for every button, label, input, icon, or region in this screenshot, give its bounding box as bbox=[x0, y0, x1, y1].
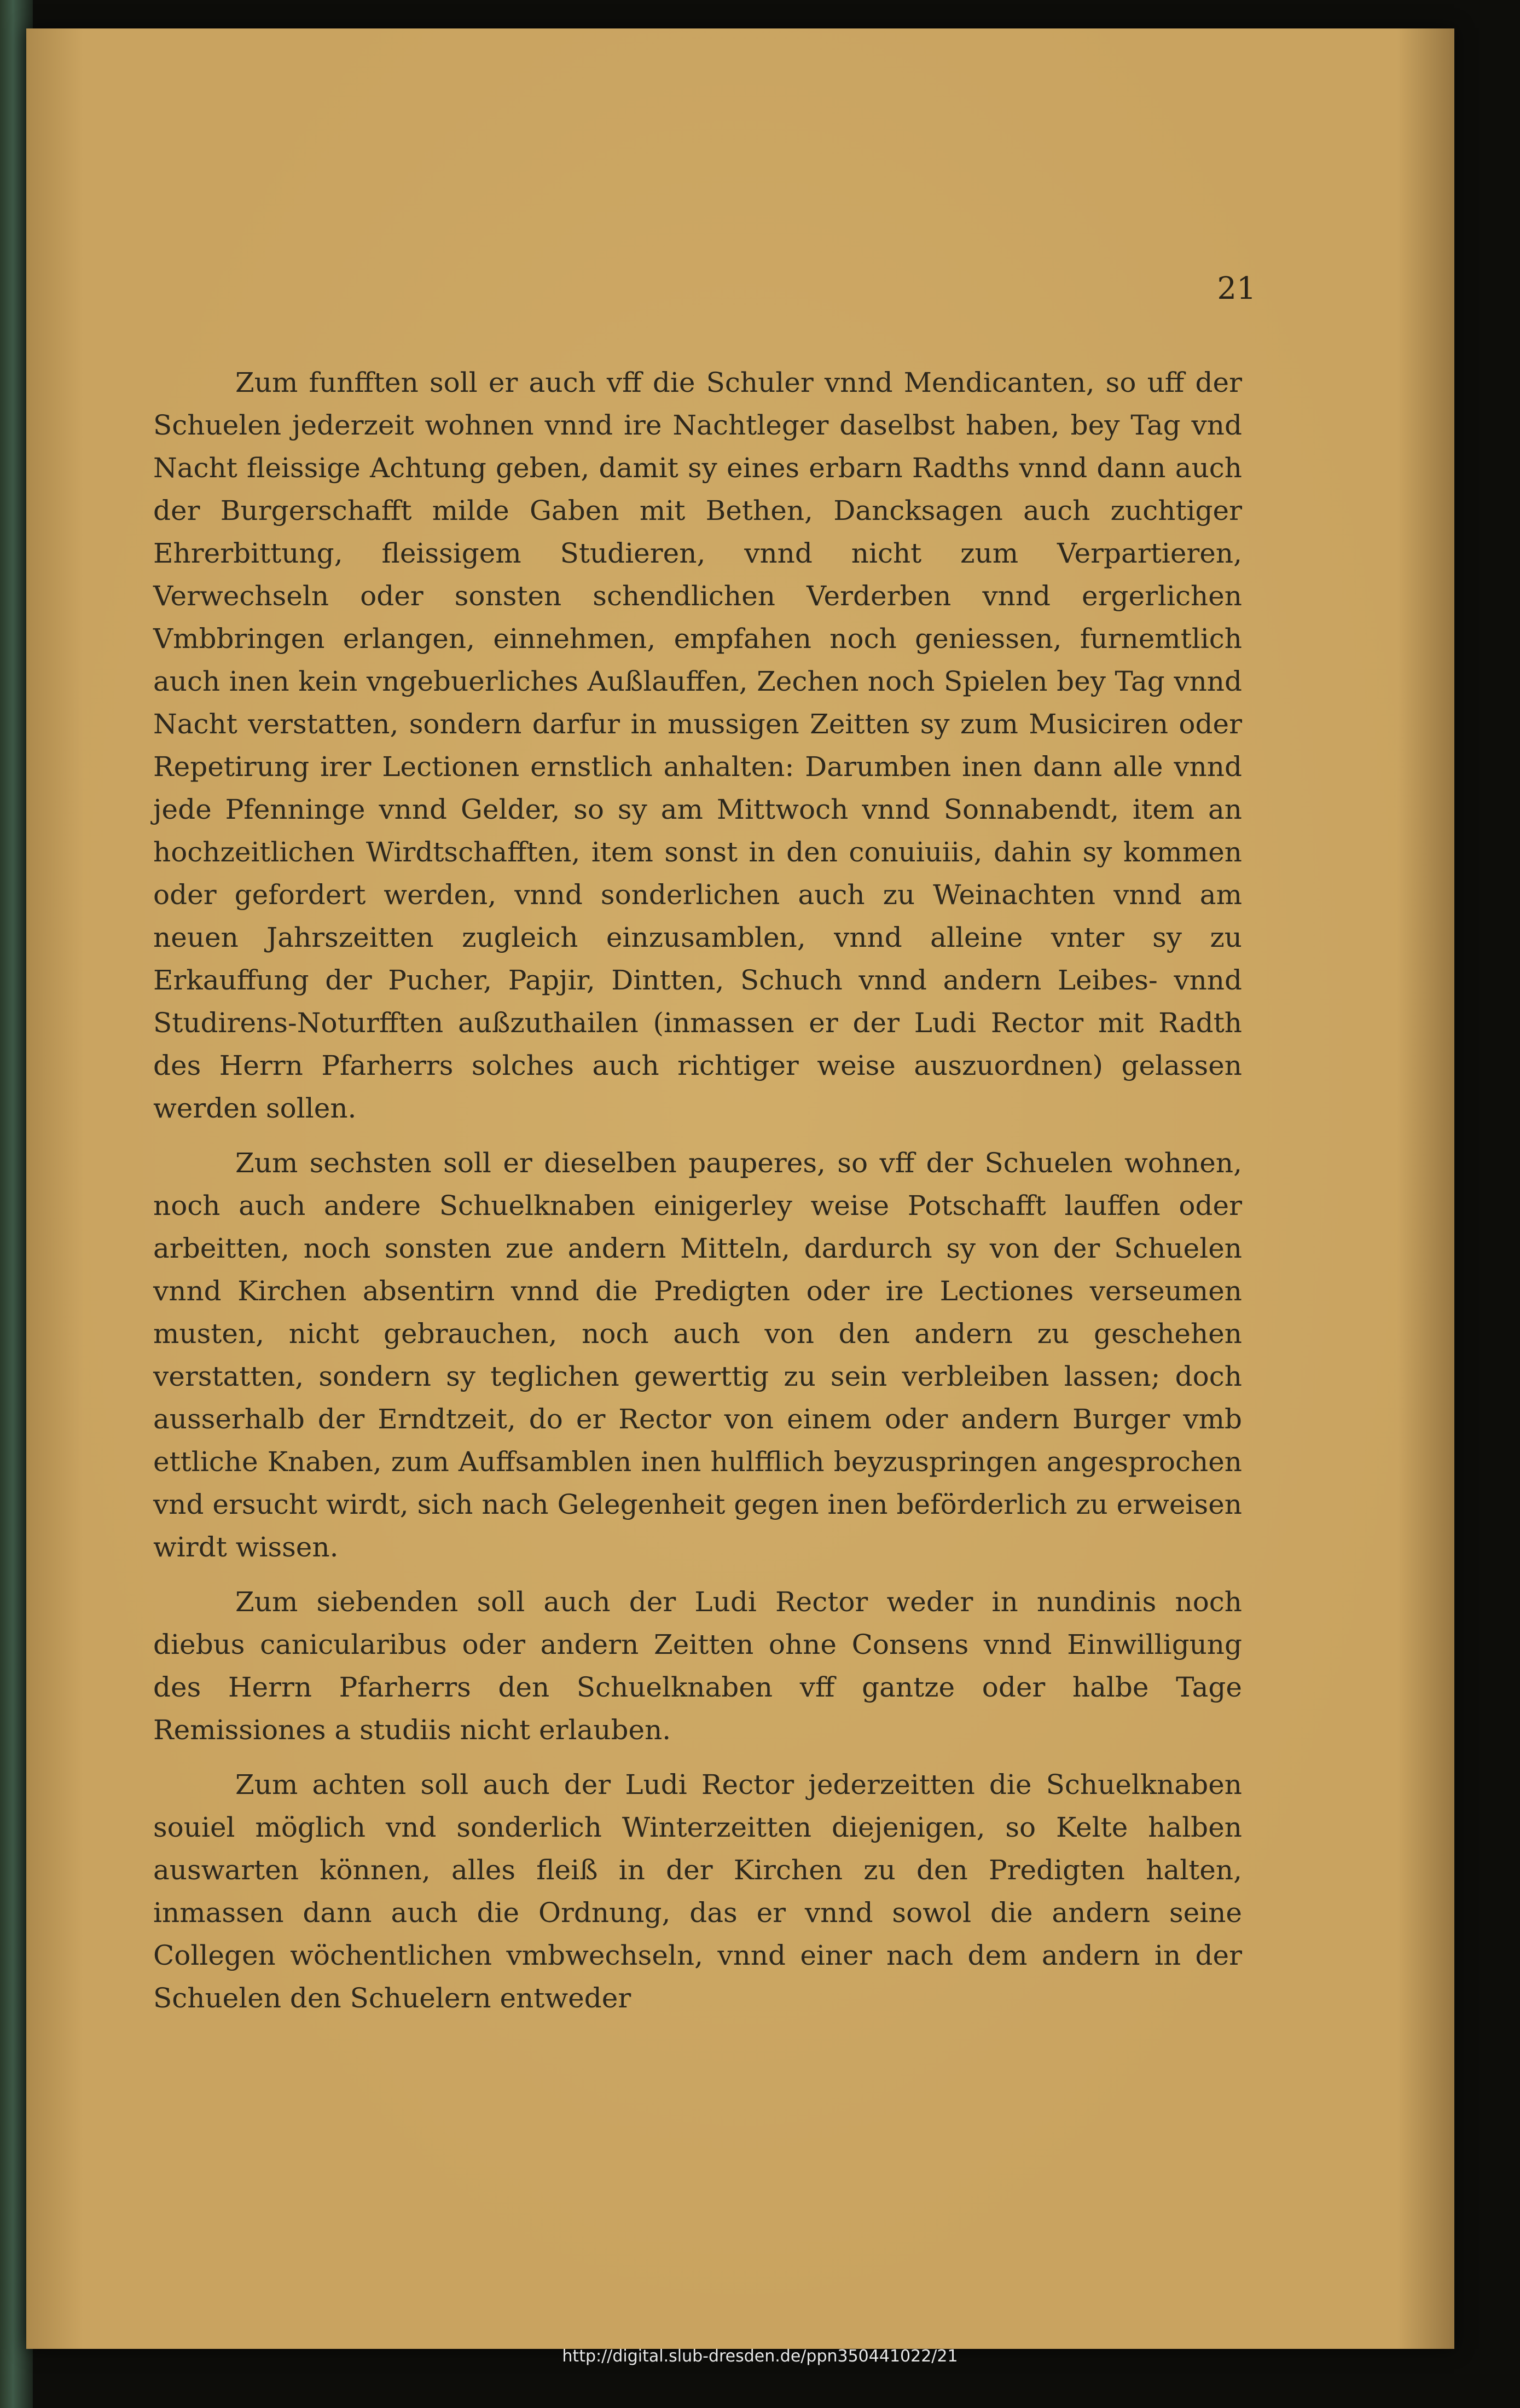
paragraph-fifth: Zum funfften soll er auch vff die Schuler vnnd Mendicanten, so uff der Schuelen jederzeit wohnen vnnd ire Nachtleger daselbst haben, bey Tag vnd Nacht fleissige Achtung geben, damit sy eines erbarn Radths vnnd dann auch der Burgerschafft milde Gaben mit Bethen, Dancksagen auch zuchtiger Ehrerbittung, fleissigem Studieren, vnnd nicht zum Verpartieren, Verwechseln oder sonsten schendlichen Verderben vnnd ergerlichen Vmbbringen erlangen, einnehmen, empfahen noch geniessen, furnemtlich auch inen kein vngebuerliches Außlauffen, Zechen noch Spielen bey Tag vnnd Nacht verstatten, sondern darfur in mussigen Zeitten sy zum Musiciren oder Repetirung irer Lectionen ernstlich anhalten: Darumben inen dann alle vnnd jede Pfenninge vnnd Gelder, so sy am Mittwoch vnnd Sonnabendt, item an hochzeitlichen Wirdtschafften, item sonst in den conuiuiis, dahin sy kommen oder gefordert werden, vnnd sonderlichen auch zu Weinachten vnnd am neuen Jahrszeitten zugleich einzusamblen, vnnd alleine vnter sy zu Erkauffung der Pucher, Papjir, Dintten, Schuch vnnd andern Leibes- vnnd Studirens-Noturfften außzuthailen (inmassen er der Ludi Rector mit Radth des Herrn Pfarherrs solches auch richtiger weise auszuordnen) gelassen werden sollen. bbox=[153, 367, 1242, 1124]
source-url: http://digital.slub-dresden.de/ppn350441022/21 bbox=[562, 2347, 958, 2366]
paragraph-sixth: Zum sechsten soll er dieselben pauperes, so vff der Schuelen wohnen, noch auch andere Schuelknaben einigerley weise Potschafft lauffen oder arbeitten, noch sonsten zue andern Mitteln, dardurch sy von der Schuelen vnnd Kirchen absentirn vnnd die Predigten oder ire Lectiones verseumen musten, nicht gebrauchen, noch auch von den andern zu geschehen verstatten, sondern sy teglichen gewerttig zu sein verbleiben lassen; doch ausserhalb der Erndtzeit, do er Rector von einem oder andern Burger vmb ettliche Knaben, zum Auffsamblen inen hulfflich beyzuspringen angesprochen vnd ersucht wirdt, sich nach Gelegenheit gegen inen beförderlich zu erweisen wirdt wissen. bbox=[153, 1147, 1242, 1563]
page-number: 21 bbox=[1217, 271, 1256, 306]
paragraph-seventh: Zum siebenden soll auch der Ludi Rector weder in nundinis noch diebus canicularibus oder andern Zeitten ohne Consens vnnd Einwilligung des Herrn Pfarherrs den Schuelknaben vff gantze oder halbe Tage Remissiones a studiis nicht erlauben. bbox=[153, 1586, 1242, 1746]
body-text bbox=[153, 361, 1242, 2031]
paragraph-eighth: Zum achten soll auch der Ludi Rector jederzeitten die Schuelknaben souiel möglich vnd sonderlich Winterzeitten diejenigen, so Kelte halben auswarten können, alles fleiß in der Kirchen zu den Predigten halten, inmassen dann auch die Ordnung, das er vnnd sowol die andern seine Collegen wöchentlichen vmbwechseln, vnnd einer nach dem andern in der Schuelen den Schuelern entweder bbox=[153, 1769, 1242, 2014]
